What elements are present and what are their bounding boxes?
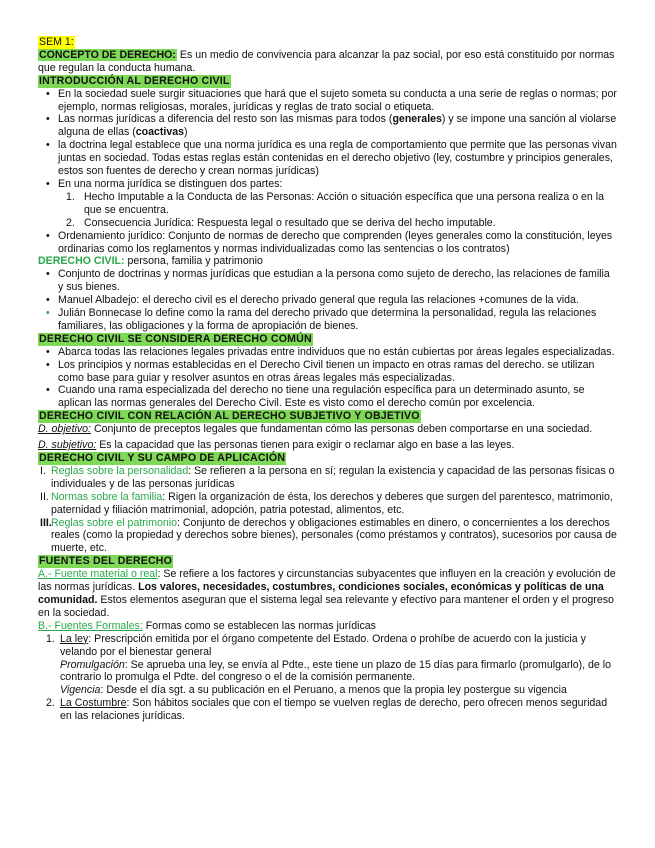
civil-paragraph: [38, 255, 618, 268]
intro-list: [38, 88, 618, 256]
document-page: [38, 36, 618, 723]
list-item: • Ordenamiento jurídico: Conjunto de normas de derecho que comprenden (leyes generales como la constitución, leyes ordinarias como los reglamentos y normas individualizadas como las sentencias o los contratos): [58, 230, 618, 256]
campo-list: [38, 465, 618, 555]
objetivo-paragraph: [38, 423, 618, 436]
intro-title: INTRODUCCIÓN AL DERECHO CIVIL: [39, 74, 230, 87]
vigencia-text: Vigencia: Desde el día sgt. a su publicación en el Peruano, a menos que la propia ley postergue su vigencia: [60, 684, 567, 697]
list-item: • Los principios y normas establecidas en el Derecho Civil tienen un impacto en otras ramas del derecho. se utilizan como base para guiar y resolver asuntos en otras áreas legales más especializadas.: [58, 359, 618, 385]
fuentes-formales-list: [38, 633, 618, 723]
fuentes-formales-paragraph: B.- Fuentes Formales: Formas como se establecen las normas jurídicas: [38, 619, 376, 632]
subjetivo-label: D. subjetivo:: [38, 439, 97, 452]
list-item: • Julián Bonnecase lo define como la rama del derecho privado que determina la personalidad, regula las relaciones familiares, las obligaciones y la forma de apropiación de bienes.: [58, 307, 618, 333]
list-item: • En una norma jurídica se distinguen dos partes: 1. Hecho Imputable a la Conducta de las Personas: Acción o situación específica que una persona realiza o en la que se encuentra. 2. Consecuencia Jurídica: Respuesta legal o resultado que se deriva del hecho imputable.: [58, 178, 618, 230]
fuentes-title: FUENTES DEL DERECHO: [39, 555, 173, 568]
comun-list: [38, 346, 618, 411]
ley-label: La ley: [60, 632, 89, 645]
list-item: I. Reglas sobre la personalidad: Se refieren a la persona en sí; regulan la existencia y capacidad de las personas físicas o individuales y de las personas jurídicas: [40, 464, 615, 490]
sem-label: SEM 1:: [39, 36, 74, 48]
list-item: II. Normas sobre la familia: Rigen la organización de ésta, los derechos y deberes que surgen del parentesco, matrimonio, paternidad y filiación matrimonial, adopción, patria potestad, alimentos, etc.: [40, 490, 613, 516]
fuentes-formales-label: B.- Fuentes Formales:: [38, 619, 143, 632]
costumbre-label: La Costumbre: [60, 697, 127, 710]
list-item: 1. Hecho Imputable a la Conducta de las Personas: Acción o situación específica que una persona realiza o en la que se encuentra.: [66, 190, 605, 216]
list-item: • Manuel Albadejo: el derecho civil es el derecho privado general que regula las relaciones +comunes de la vida.: [58, 294, 618, 307]
list-item: • Abarca todas las relaciones legales privadas entre individuos que no están cubiertas por áreas legales especializadas.: [58, 346, 618, 359]
concepto-text: Es un medio de convivencia para alcanzar la paz social, por eso está constituido por normas que regulan la conducta humana.: [38, 48, 615, 74]
concepto-label: CONCEPTO DE DERECHO:: [39, 48, 176, 61]
list-item: 2. La Costumbre: Son hábitos sociales que con el tiempo se vuelven reglas de derecho, pero ofrecen menos seguridad en las relaciones jurídicas.: [46, 697, 608, 723]
list-item: 1. La ley: Prescripción emitida por el órgano competente del Estado. Ordena o prohíbe de acuerdo con la justicia y velando por el bienestar general Promulgación: Se aprueba una ley, se envía al Pdte., este tiene un plazo de 15 días para firmarlo (promulgarlo), de lo contrario lo promulga el Pdte. del congreso o el de la comisión permanente. Vigencia: Desde el día sgt. a su publicación en el Peruano, a menos que la propia ley postergue su vigencia: [60, 633, 618, 698]
objetivo-label: D. objetivo:: [38, 423, 91, 436]
civil-list: [38, 268, 618, 333]
civil-label: DERECHO CIVIL:: [38, 255, 125, 268]
campo-link: Normas sobre la familia: [51, 490, 163, 503]
promulgacion-text: Promulgación: Se aprueba una ley, se envía al Pdte., este tiene un plazo de 15 días para firmarlo (promulgarlo), de lo contrario lo promulga el Pdte. del congreso o el de la comisión permanente.: [60, 658, 612, 684]
list-item: • Cuando una rama especializada del derecho no tiene una regulación específica para un determinado asunto, se aplican las normas generales del Derecho Civil. Este es visto como el derecho común por excelencia.: [58, 384, 618, 410]
subjetivo-text: Es la capacidad que las personas tienen para exigir o reclamar algo en base a las leyes.: [96, 439, 515, 452]
list-item: III. Reglas sobre el patrimonio: Conjunto de derechos y obligaciones estimables en dinero, o concernientes a los derechos reales (como la propiedad y derechos sobre bienes), personales (como préstamos y contratos), sucesorios por causa de muerte, etc.: [40, 516, 617, 555]
list-item: • la doctrina legal establece que una norma jurídica es una regla de comportamiento que permite que las personas vivan juntas en sociedad. Todas estas reglas están contenidas en el derecho objetivo (ley, costumbre y principios generales, estos son fuentes de derecho y crean normas jurídicas): [58, 139, 618, 178]
list-item: • Conjunto de doctrinas y normas jurídicas que estudian a la persona como sujeto de derecho, las relaciones de familia y sus bienes.: [58, 268, 618, 294]
fuente-material-label: A.- Fuente material o real: [38, 568, 158, 581]
parts-list: [58, 191, 618, 230]
list-item: 2. Consecuencia Jurídica: Respuesta legal o resultado que se deriva del hecho imputable.: [66, 216, 496, 229]
campo-link: Reglas sobre la personalidad: [51, 464, 189, 477]
campo-title: DERECHO CIVIL Y SU CAMPO DE APLICACIÓN: [39, 452, 286, 464]
concepto-paragraph: [38, 49, 618, 75]
comun-title: DERECHO CIVIL SE CONSIDERA DERECHO COMÚN: [39, 332, 312, 345]
objetivo-text: Conjunto de preceptos legales que fundamentan cómo las personas deben comportarse en una sociedad.: [91, 423, 593, 436]
campo-link: Reglas sobre el patrimonio: [51, 516, 178, 529]
relacion-title: DERECHO CIVIL CON RELACIÓN AL DERECHO SUBJETIVO Y OBJETIVO: [39, 410, 420, 423]
list-item: • En la sociedad suele surgir situaciones que hará que el sujeto someta su conducta a una serie de reglas o normas; por ejemplo, normas religiosas, morales, jurídicas y reglas de trato social o etiqueta.: [58, 88, 618, 114]
subjetivo-paragraph: [38, 439, 618, 452]
fuente-material-paragraph: A.- Fuente material o real: Se refiere a los factores y circunstancias subyacentes que influyen en la creación y evolución de las normas jurídicas. Los valores, necesidades, costumbres, condiciones sociales, económicas y políticas de una comunidad. Estos elementos aseguran que el sistema legal sea relevante y efectivo para mantener el orden y el progreso en la sociedad.: [38, 568, 616, 619]
list-item: • Las normas jurídicas a diferencia del resto son las mismas para todos (generales) y se impone una sanción al violarse alguna de ellas (coactivas): [58, 113, 618, 139]
civil-text: persona, familia y patrimonio: [124, 255, 263, 268]
